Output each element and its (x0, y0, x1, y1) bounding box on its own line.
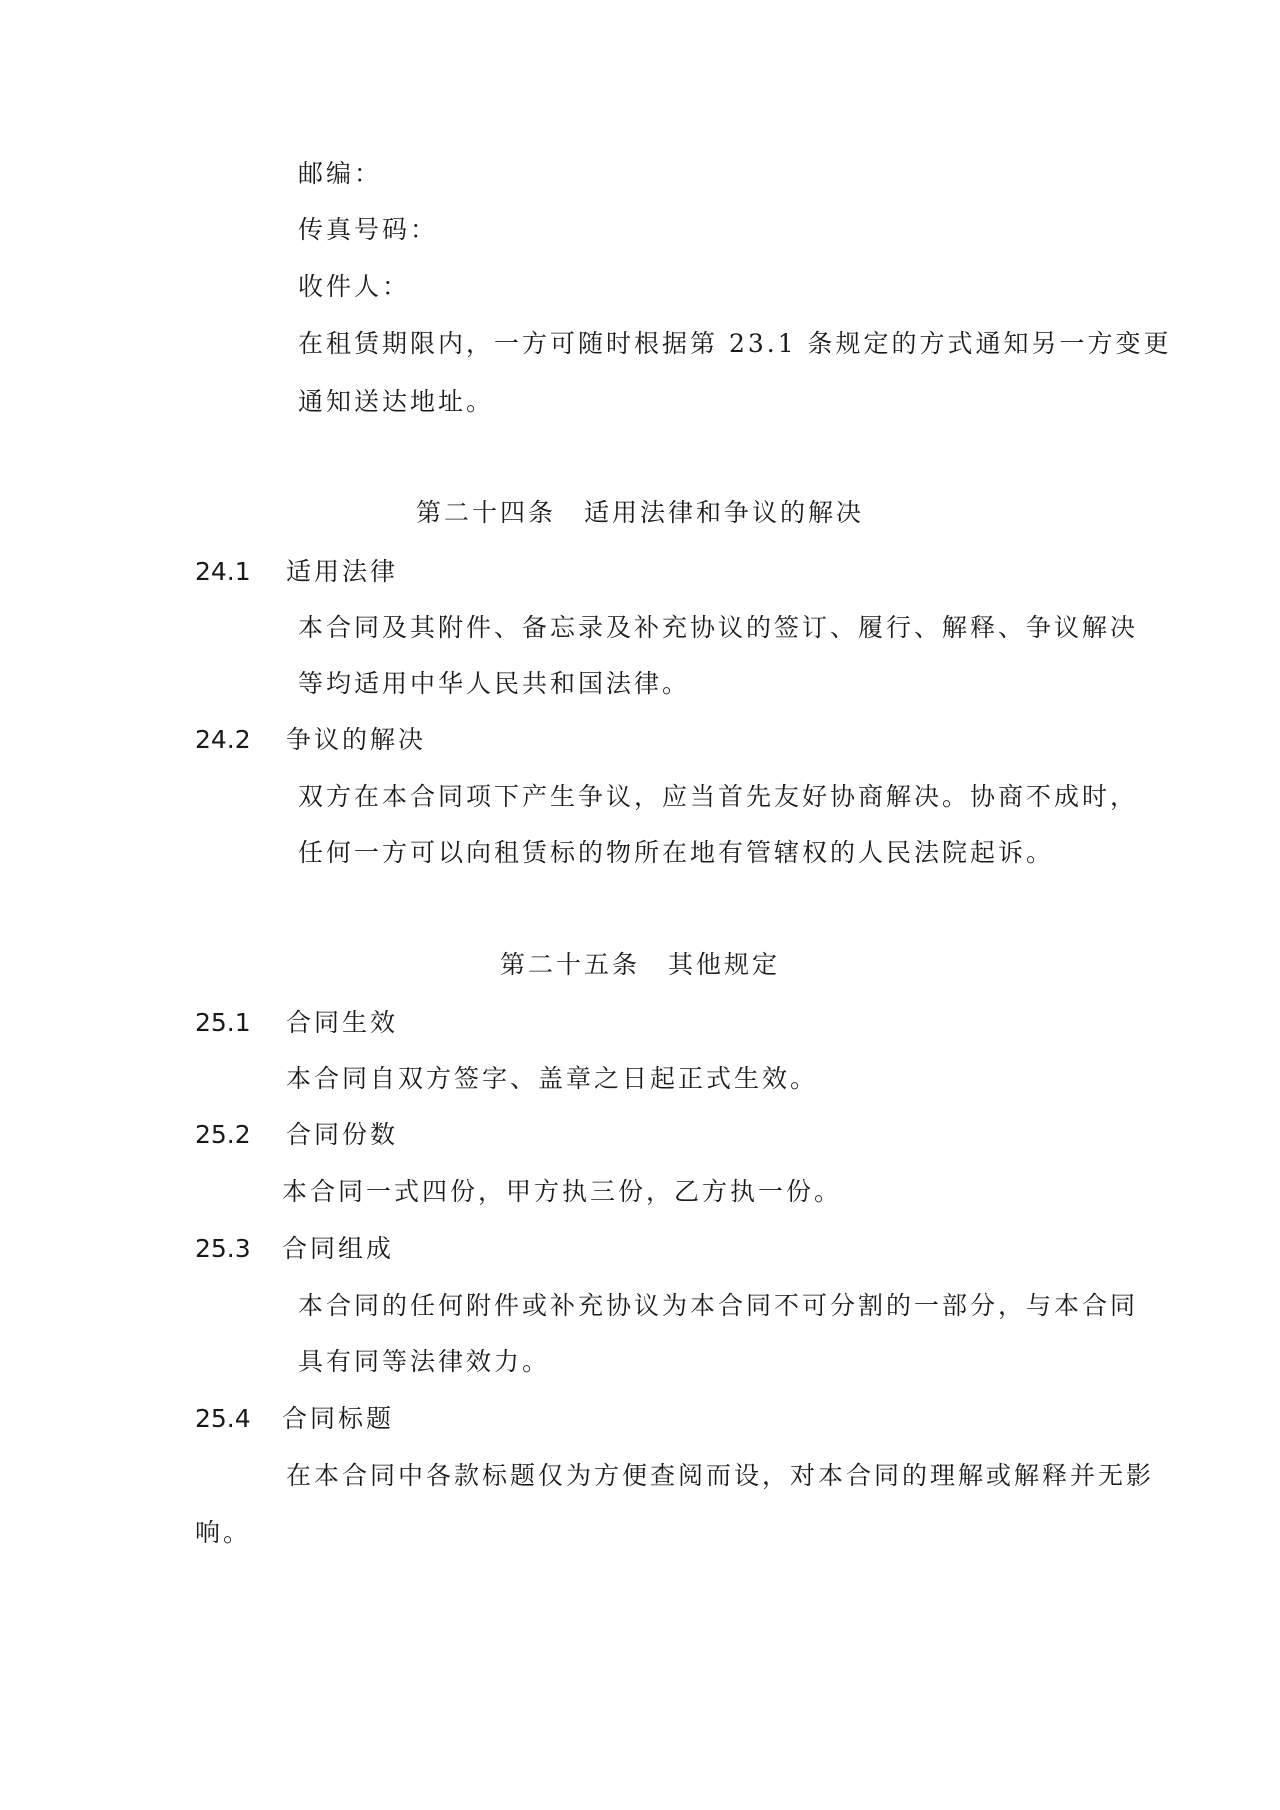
fax-label: 传真号码： (298, 215, 439, 244)
article-24-heading: 第二十四条 适用法律和争议的解决 (415, 498, 864, 527)
section-25-2-line-1: 本合同一式四份，甲方执三份，乙方执一份。 (282, 1177, 843, 1206)
section-24-1-number: 24.1 (195, 557, 251, 586)
section-24-1-line-1: 本合同及其附件、备忘录及补充协议的签订、履行、解释、争议解决 (298, 613, 1139, 642)
section-24-1-title: 适用法律 (286, 557, 399, 586)
section-25-1-number: 25.1 (195, 1008, 251, 1037)
notice-paragraph-line-1: 在租赁期限内，一方可随时根据第 23.1 条规定的方式通知另一方变更 (298, 329, 1172, 358)
section-25-3-line-2: 具有同等法律效力。 (298, 1347, 551, 1376)
section-24-1-line-2: 等均适用中华人民共和国法律。 (298, 669, 691, 698)
section-25-4-number: 25.4 (195, 1404, 251, 1433)
section-24-2-number: 24.2 (195, 725, 251, 754)
section-25-3-title: 合同组成 (282, 1234, 395, 1263)
section-25-4-title: 合同标题 (282, 1404, 395, 1433)
section-25-1-line-1: 本合同自双方签字、盖章之日起正式生效。 (286, 1064, 819, 1093)
section-25-2-title: 合同份数 (286, 1120, 399, 1149)
recipient-label: 收件人： (298, 272, 411, 301)
section-24-2-line-2: 任何一方可以向租赁标的物所在地有管辖权的人民法院起诉。 (298, 838, 1055, 867)
section-25-2-number: 25.2 (195, 1120, 251, 1149)
section-25-1-title: 合同生效 (286, 1008, 399, 1037)
postcode-label: 邮编： (298, 159, 383, 188)
section-25-3-line-1: 本合同的任何附件或补充协议为本合同不可分割的一部分，与本合同 (298, 1291, 1139, 1320)
section-24-2-title: 争议的解决 (286, 725, 427, 754)
article-25-heading: 第二十五条 其他规定 (499, 950, 780, 979)
notice-paragraph-line-2: 通知送达地址。 (298, 387, 495, 416)
section-25-3-number: 25.3 (195, 1234, 251, 1263)
section-25-4-line-2: 响。 (195, 1518, 252, 1547)
section-25-4-line-1: 在本合同中各款标题仅为方便查阅而设，对本合同的理解或解释并无影 (286, 1461, 1155, 1490)
section-24-2-line-1: 双方在本合同项下产生争议，应当首先友好协商解决。协商不成时， (298, 782, 1139, 811)
